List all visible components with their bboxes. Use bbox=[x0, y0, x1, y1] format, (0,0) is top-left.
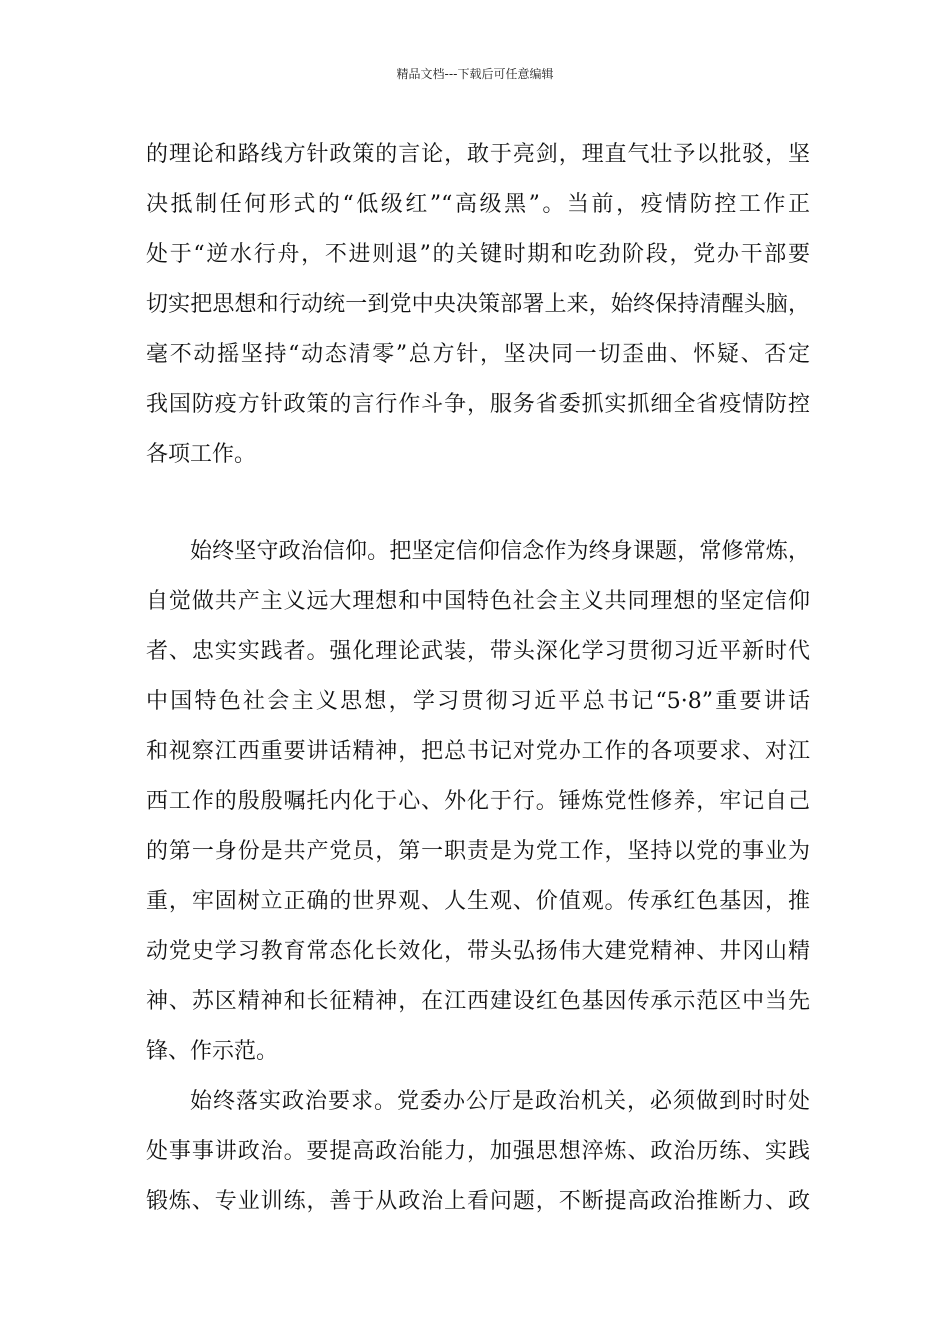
paragraph-1-line-3: 处于“逆水行舟，不进则退”的关键时期和吃劲阶段，党办干部要 bbox=[146, 242, 810, 267]
paragraph-3-line-1: 始终落实政治要求。党委办公厅是政治机关，必须做到时时处 bbox=[190, 1089, 810, 1114]
paragraph-2-line-7: 的第一身份是共产党员，第一职责是为党工作，坚持以党的事业为 bbox=[146, 839, 810, 864]
paragraph-1-line-7: 各项工作。 bbox=[146, 442, 257, 467]
paragraph-2-line-5: 和视察江西重要讲话精神，把总书记对党办工作的各项要求、对江 bbox=[146, 739, 810, 764]
document-body bbox=[146, 130, 810, 1227]
paragraph-2-line-4: 中国特色社会主义思想，学习贯彻习近平总书记“5·8”重要讲话 bbox=[146, 689, 810, 714]
paragraph-3-line-2: 处事事讲政治。要提高政治能力，加强思想淬炼、政治历练、实践 bbox=[146, 1139, 810, 1164]
page-header: 精品文档---下载后可任意编辑 bbox=[396, 67, 554, 81]
paragraph-1-line-6: 我国防疫方针政策的言行作斗争，服务省委抓实抓细全省疫情防控 bbox=[146, 392, 810, 417]
paragraph-2-line-6: 西工作的殷殷嘱托内化于心、外化于行。锤炼党性修养，牢记自己 bbox=[146, 789, 810, 814]
paragraph-2-line-11: 锋、作示范。 bbox=[146, 1039, 279, 1064]
paragraph-2-line-9: 动党史学习教育常态化长效化，带头弘扬伟大建党精神、井冈山精 bbox=[146, 939, 810, 964]
paragraph-1-line-1: 的理论和路线方针政策的言论，敢于亮剑，理直气壮予以批驳，坚 bbox=[146, 142, 810, 167]
paragraph-1-line-2: 决抵制任何形式的“低级红”“高级黑”。当前，疫情防控工作正 bbox=[146, 192, 810, 217]
paragraph-1-line-4: 切实把思想和行动统一到党中央决策部署上来，始终保持清醒头脑， bbox=[146, 292, 810, 317]
paragraph-2-line-1: 始终坚守政治信仰。把坚定信仰信念作为终身课题，常修常炼， bbox=[190, 539, 810, 564]
paragraph-3-line-3: 锻炼、专业训练，善于从政治上看问题，不断提高政治推断力、政 bbox=[146, 1189, 810, 1214]
paragraph-2-line-8: 重，牢固树立正确的世界观、人生观、价值观。传承红色基因，推 bbox=[146, 889, 810, 914]
paragraph-2-line-3: 者、忠实实践者。强化理论武装，带头深化学习贯彻习近平新时代 bbox=[146, 639, 810, 664]
paragraph-2-line-2: 自觉做共产主义远大理想和中国特色社会主义共同理想的坚定信仰 bbox=[146, 589, 810, 614]
paragraph-gap bbox=[146, 480, 810, 527]
paragraph-2-line-10: 神、苏区精神和长征精神，在江西建设红色基因传承示范区中当先 bbox=[146, 989, 810, 1014]
paragraph-1-line-5: 毫不动摇坚持“动态清零”总方针，坚决同一切歪曲、怀疑、否定 bbox=[146, 342, 810, 367]
